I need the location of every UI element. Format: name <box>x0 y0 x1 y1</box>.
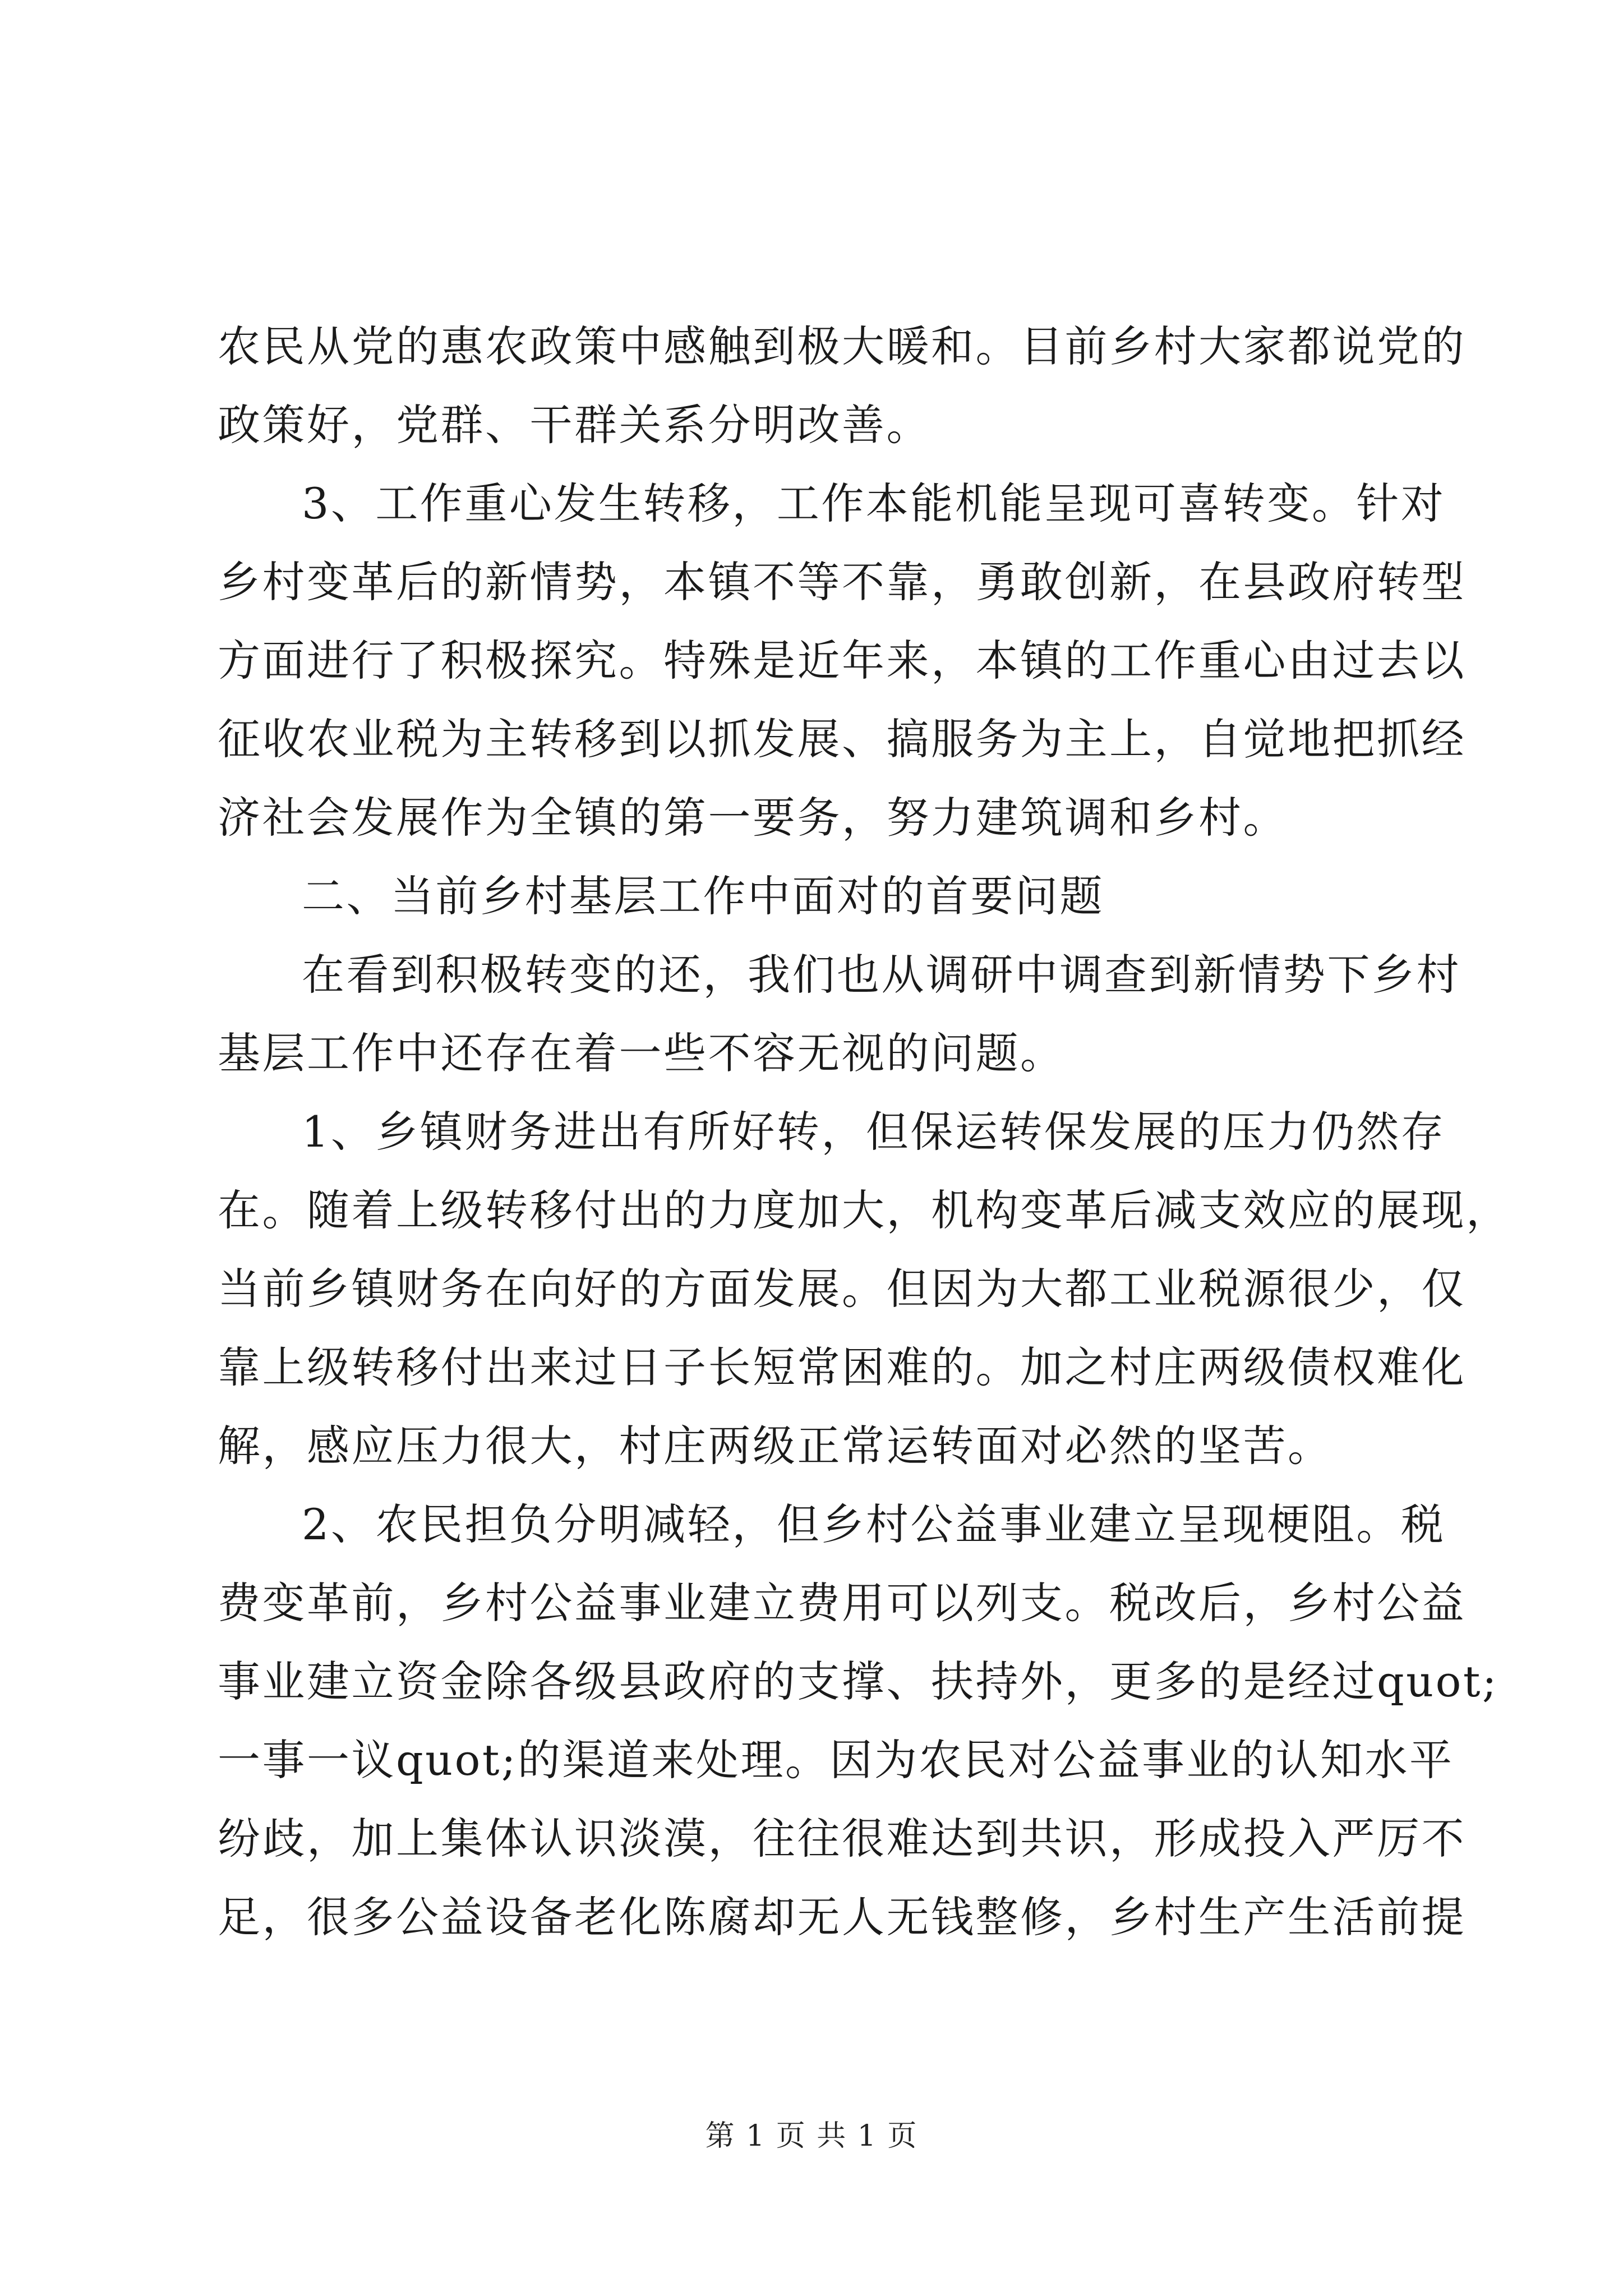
text-line: 在看到积极转变的还，我们也从调研中调查到新情势下乡村 <box>302 950 1461 1000</box>
text-line: 3、工作重心发生转移，工作本能机能呈现可喜转变。针对 <box>302 478 1446 528</box>
text-line: 1、乡镇财务进出有所好转，但保运转保发展的压力仍然存 <box>302 1107 1446 1157</box>
text-line: 农民从党的惠农政策中感触到极大暖和。目前乡村大家都说党的 <box>218 321 1466 371</box>
text-line: 足，很多公益设备老化陈腐却无人无钱整修，乡村生产生活前提 <box>218 1892 1466 1942</box>
text-line: 乡村变革后的新情势，本镇不等不靠，勇敢创新，在县政府转型 <box>218 557 1466 607</box>
text-line: 一事一议quot;的渠道来处理。因为农民对公益事业的认知水平 <box>218 1735 1454 1785</box>
text-line: 当前乡镇财务在向好的方面发展。但因为大都工业税源很少，仅 <box>218 1264 1466 1314</box>
text-line: 在。随着上级转移付出的力度加大，机构变革后减支效应的展现， <box>218 1185 1511 1235</box>
text-line: 费变革前，乡村公益事业建立费用可以列支。税改后，乡村公益 <box>218 1578 1466 1628</box>
text-line: 方面进行了积极探究。特殊是近年来，本镇的工作重心由过去以 <box>218 636 1466 685</box>
section-heading: 二、当前乡村基层工作中面对的首要问题 <box>302 871 1104 921</box>
text-line: 事业建立资金除各级县政府的支撑、扶持外，更多的是经过quot; <box>218 1657 1498 1706</box>
text-line: 纷歧，加上集体认识淡漠，往往很难达到共识，形成投入严厉不 <box>218 1814 1466 1864</box>
text-line: 2、农民担负分明减轻，但乡村公益事业建立呈现梗阻。税 <box>302 1499 1446 1549</box>
text-line: 济社会发展作为全镇的第一要务，努力建筑调和乡村。 <box>218 793 1288 843</box>
text-line: 解，感应压力很大，村庄两级正常运转面对必然的坚苦。 <box>218 1421 1332 1471</box>
text-line: 靠上级转移付出来过日子长短常困难的。加之村庄两级债权难化 <box>218 1342 1466 1392</box>
text-line: 基层工作中还存在着一些不容无视的问题。 <box>218 1028 1065 1078</box>
page-footer: 第 1 页 共 1 页 <box>705 2119 918 2153</box>
text-line: 征收农业税为主转移到以抓发展、搞服务为主上，自觉地把抓经 <box>218 714 1466 764</box>
text-line: 政策好，党群、干群关系分明改善。 <box>218 400 931 450</box>
